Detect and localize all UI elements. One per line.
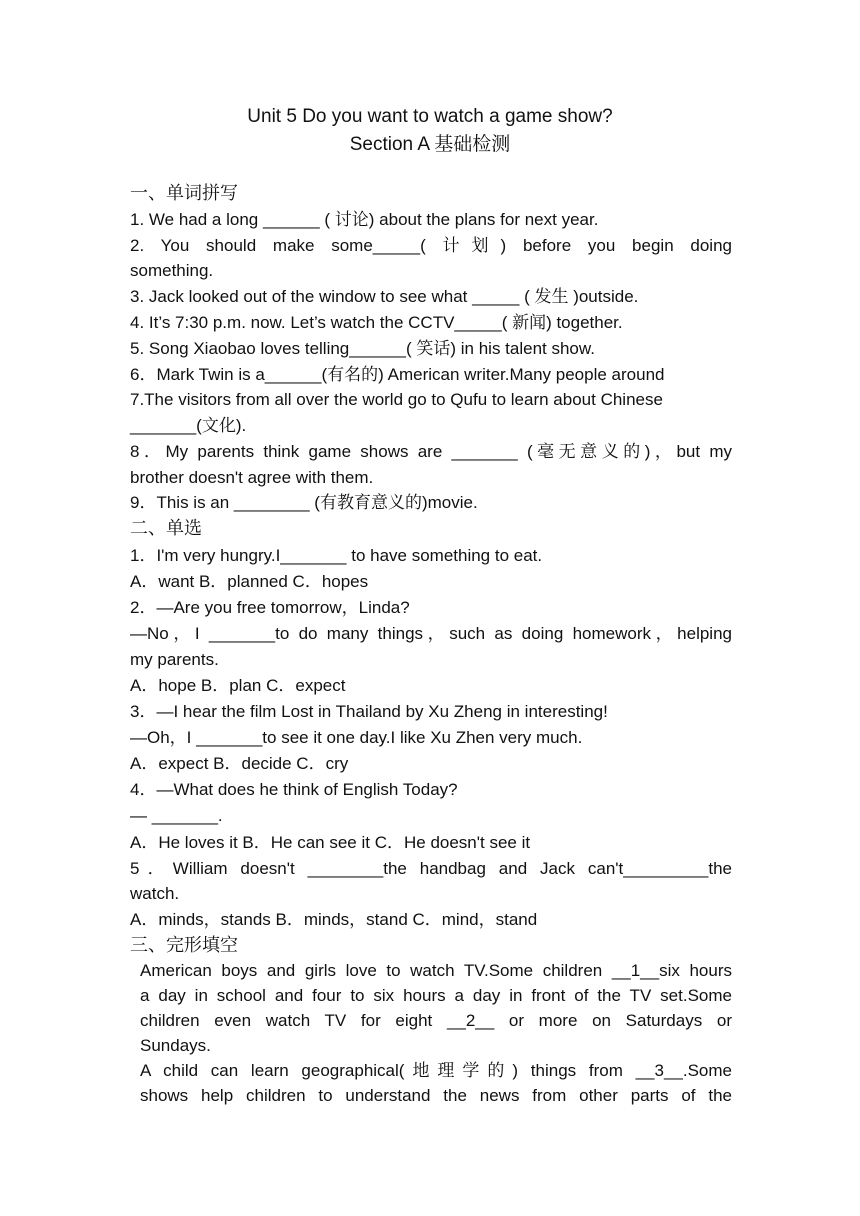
text-line: a day in school and four to six hours a day in front of the TV set.Some xyxy=(140,986,732,1005)
text-line: 1．I'm very hungry.I_______ to have something to eat. xyxy=(130,546,543,565)
text-line: Sundays. xyxy=(140,1036,211,1055)
text-line: A．minds，stands B．minds，stand C．mind，stand xyxy=(130,910,538,929)
text-line: 5．William doesn't ________the handbag and Jack can't_________the xyxy=(130,859,732,878)
text-line: 3. Jack looked out of the window to see what _____ ( 发生 )outside. xyxy=(130,287,639,306)
text-line: 1. We had a long ______ ( 讨论) about the plans for next year. xyxy=(130,210,599,229)
text-line: — _______. xyxy=(130,806,223,825)
section-heading: 二、单选 xyxy=(130,518,202,538)
section-heading: 三、完形填空 xyxy=(130,935,238,955)
text-line: 4．—What does he think of English Today? xyxy=(130,780,458,799)
text-line: —No，I _______to do many things，such as doing homework，helping xyxy=(130,624,732,643)
text-line: A child can learn geographical(地理学的) things from __3__.Some xyxy=(140,1061,732,1080)
text-line: A．want B．planned C．hopes xyxy=(130,572,369,591)
text-line: 9．This is an ________ (有教育意义的)movie. xyxy=(130,493,478,512)
text-line: brother doesn't agree with them. xyxy=(130,468,374,487)
text-line: children even watch TV for eight __2__ or more on Saturdays or xyxy=(140,1011,732,1030)
text-line: 2．—Are you free tomorrow，Linda? xyxy=(130,598,410,617)
text-line: A．He loves it B．He can see it C．He doesn't see it xyxy=(130,833,531,852)
text-line: 6．Mark Twin is a______(有名的) American writer.Many people around xyxy=(130,365,665,384)
text-line: American boys and girls love to watch TV.Some children __1__six hours xyxy=(140,961,732,980)
text-line: A．expect B．decide C．cry xyxy=(130,754,349,773)
document-subtitle: Section A 基础检测 xyxy=(349,134,511,155)
section-heading: 一、单词拼写 xyxy=(130,183,238,203)
text-line: —Oh，I _______to see it one day.I like Xu Zhen very much. xyxy=(130,728,583,747)
text-line: shows help children to understand the news from other parts of the xyxy=(140,1086,732,1105)
text-line: 8．My parents think game shows are _______ (毫无意义的)，but my xyxy=(130,442,732,461)
text-line: 3．—I hear the film Lost in Thailand by Xu Zheng in interesting! xyxy=(130,702,608,721)
text-line: something. xyxy=(130,261,214,280)
text-line: _______(文化). xyxy=(130,416,247,435)
text-line: 2. You should make some_____( 计划) before you begin doing xyxy=(130,236,732,255)
text-line: 5. Song Xiaobao loves telling______( 笑话) in his talent show. xyxy=(130,339,595,358)
text-line: 7.The visitors from all over the world go to Qufu to learn about Chinese xyxy=(130,390,663,409)
document-title: Unit 5 Do you want to watch a game show? xyxy=(247,106,613,127)
text-line: watch. xyxy=(130,884,180,903)
text-line: 4. It’s 7:30 p.m. now. Let’s watch the CCTV_____( 新闻) together. xyxy=(130,313,623,332)
text-line: my parents. xyxy=(130,650,219,669)
text-line: A．hope B．plan C．expect xyxy=(130,676,346,695)
